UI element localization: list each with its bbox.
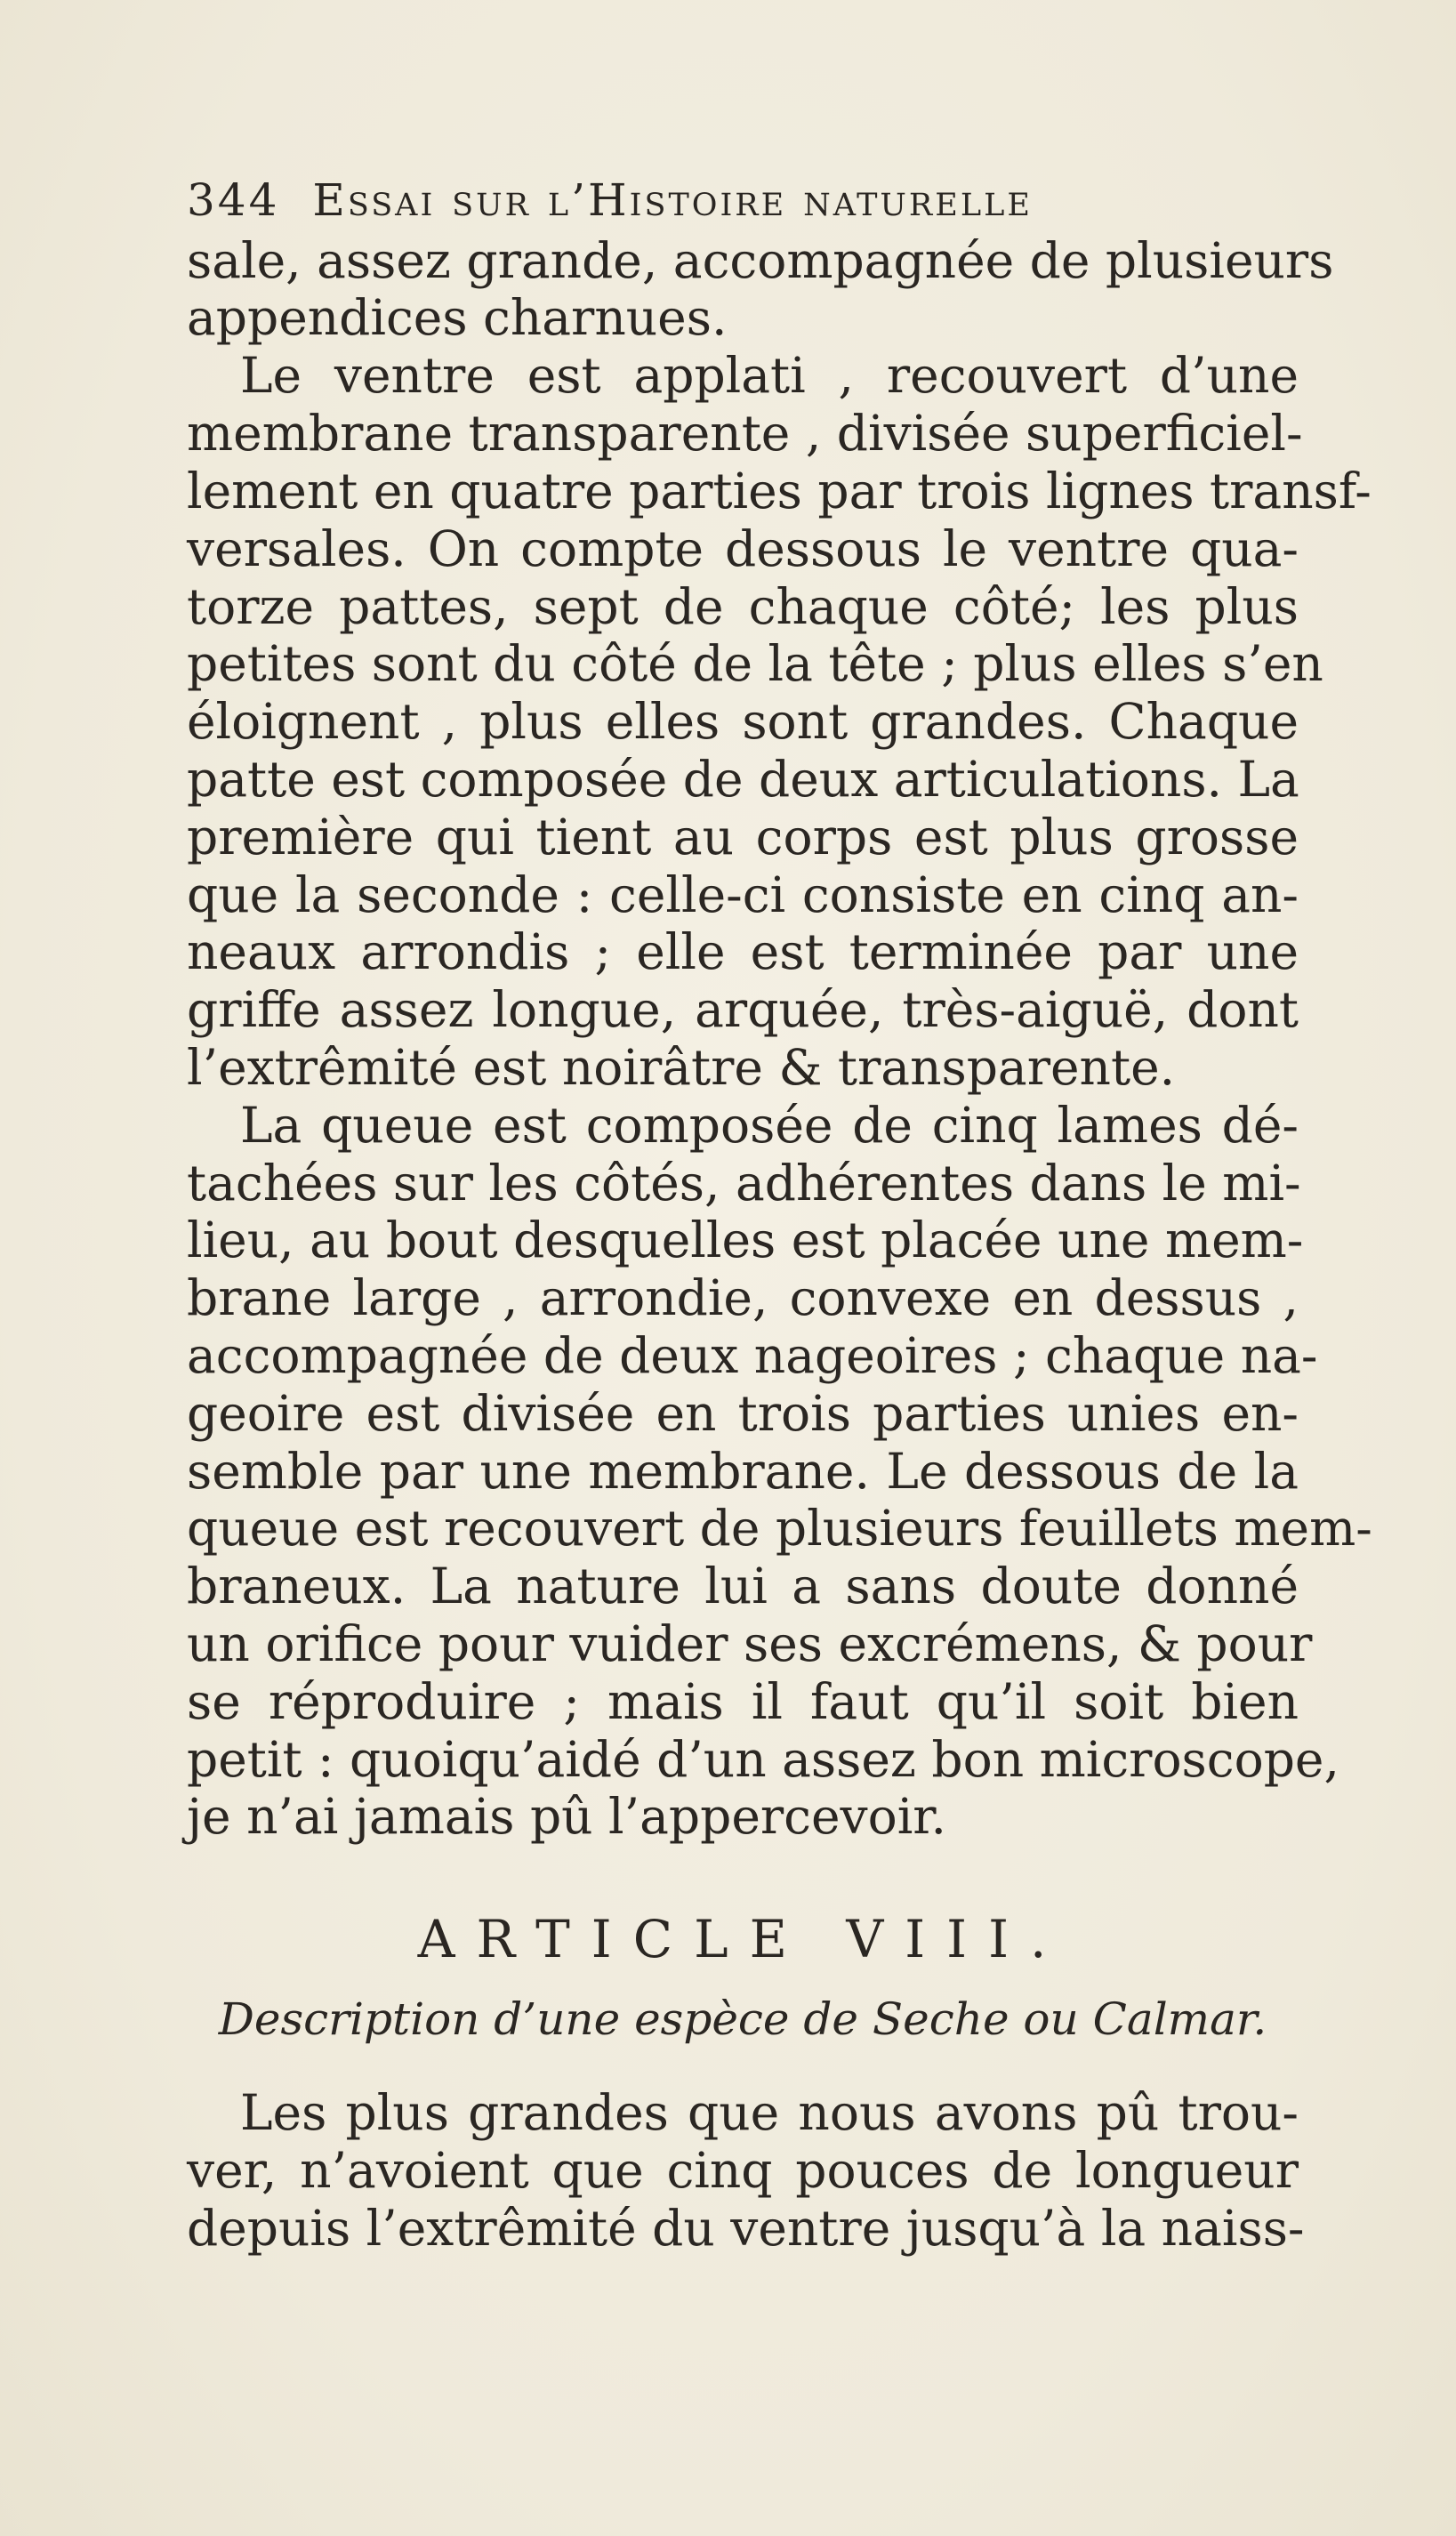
text-line: torze pattes, sept de chaque côté; les plus bbox=[187, 578, 1299, 635]
text-line: éloignent , plus elles sont grandes. Chaque bbox=[187, 693, 1299, 750]
text-line: versales. On compte dessous le ventre qua- bbox=[187, 520, 1299, 577]
page-number: 344 bbox=[187, 174, 280, 226]
text-line: neaux arrondis ; elle est terminée par une bbox=[187, 923, 1299, 980]
text-line: petites sont du côté de la tête ; plus elles s’en bbox=[187, 635, 1323, 692]
text-line: accompagnée de deux nageoires ; chaque na- bbox=[187, 1327, 1318, 1384]
text-line: membrane transparente , divisée superficiel- bbox=[187, 405, 1303, 462]
text-line: tachées sur les côtés, adhérentes dans le mi- bbox=[187, 1155, 1301, 1212]
text-line: l’extrêmité est noirâtre & transparente. bbox=[187, 1039, 1176, 1096]
text-line: queue est recouvert de plusieurs feuillets mem- bbox=[187, 1500, 1372, 1557]
text-line: sale, assez grande, accompagnée de plusieurs bbox=[187, 232, 1334, 289]
text-line: appendices charnues. bbox=[187, 289, 728, 346]
text-line: depuis l’extrêmité du ventre jusqu’à la naiss- bbox=[187, 2200, 1305, 2257]
text-line: première qui tient au corps est plus grosse bbox=[187, 809, 1299, 865]
text-line: lieu, au bout desquelles est placée une mem- bbox=[187, 1212, 1304, 1268]
text-line: que la seconde : celle-ci consiste en cinq an- bbox=[187, 866, 1299, 923]
text-line: Les plus grandes que nous avons pû trou- bbox=[240, 2084, 1299, 2141]
text-line: brane large , arrondie, convexe en dessus , bbox=[187, 1269, 1299, 1326]
text-line: braneux. La nature lui a sans doute donné bbox=[187, 1558, 1299, 1614]
text-line: un orifice pour vuider ses excrémens, & pour bbox=[187, 1615, 1313, 1672]
text-line: ver, n’avoient que cinq pouces de longueur bbox=[187, 2142, 1299, 2199]
text-line: petit : quoiqu’aidé d’un assez bon microscope, bbox=[187, 1731, 1339, 1788]
text-line: griffe assez longue, arquée, très-aiguë, dont bbox=[187, 981, 1299, 1038]
text-line: semble par une membrane. Le dessous de la bbox=[187, 1443, 1299, 1500]
article-heading: ARTICLE VIII. bbox=[417, 1909, 1068, 1969]
text-line: geoire est divisée en trois parties unies en- bbox=[187, 1385, 1299, 1442]
text-line: se réproduire ; mais il faut qu’il soit bien bbox=[187, 1673, 1299, 1730]
running-header bbox=[187, 169, 1299, 231]
text-line: je n’ai jamais pû l’appercevoir. bbox=[187, 1788, 947, 1845]
running-title: Essai sur l’Histoire naturelle bbox=[312, 174, 1033, 226]
article-subtitle: Description d’une espèce de Seche ou Calmar. bbox=[218, 1993, 1267, 2045]
text-line: Le ventre est applati , recouvert d’une bbox=[240, 347, 1299, 404]
text-line: lement en quatre parties par trois lignes transf- bbox=[187, 463, 1372, 519]
text-line: La queue est composée de cinq lames dé- bbox=[240, 1097, 1299, 1154]
text-line: patte est composée de deux articulations. La bbox=[187, 751, 1299, 808]
